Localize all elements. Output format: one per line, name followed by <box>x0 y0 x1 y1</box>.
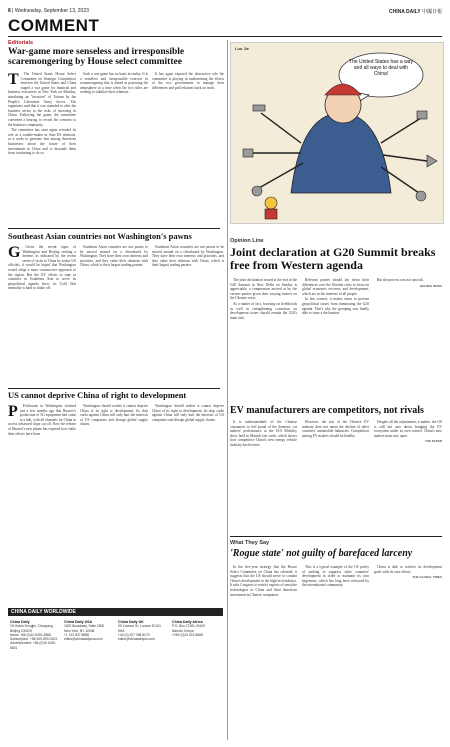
what-they-say-paragraph: China is able to achieve its development goals with its own efforts. <box>374 565 442 574</box>
editorials-kicker: Editorials <box>8 40 34 46</box>
masthead-rule <box>8 36 442 37</box>
info-block <box>64 620 114 641</box>
info-line: +254 (0)20 522 8688 <box>172 632 203 637</box>
us-cannot-body-col-1 <box>8 404 76 604</box>
info-block-title: China Daily UK <box>118 620 144 624</box>
info-line: 1500 Broadway, Suite 2800 <box>64 624 105 629</box>
paper-name-cn: 中國日報 <box>421 8 442 15</box>
ev-source: THE PAPER <box>425 439 442 444</box>
southeast-dropcap: G <box>8 245 21 261</box>
info-line: 15 Huixin Dongjie, Chaoyang, <box>10 624 54 629</box>
what-they-say-body-col-1 <box>230 565 297 740</box>
editorial-cartoon <box>230 42 444 224</box>
info-line: editor@chinadailyuk.com <box>118 637 155 642</box>
editorial-body-col-2 <box>80 72 148 224</box>
opinion-body-col-2 <box>302 278 369 398</box>
southeast-paragraph: Given the recent signs of Washington and Beijing seeking a detente, as indicated by the recent series of visits to China by senior US officials, it would be hoped that Washington would adopt a more constructive approach to the region. But the US' efforts to rope in countries in Southeast Asia to serve its geopolitical agenda show its Cold War mentality is hard to shake off. <box>8 245 76 291</box>
ev-paragraph: It is understandable of the Chinese consumers to feel proud of the domestic car makers' performance at the IAA Mobility show held in Munich last week, which shows how competitive China's new energy vehicle industry has become. <box>230 420 297 447</box>
info-block <box>118 620 168 641</box>
southeast-paragraph: Southeast Asian countries are not pawns to be moved around on a chessboard by Washington. They have their own interests and priorities, and they value their relations with China, which is their largest trading partner. <box>80 245 148 268</box>
info-line: 90 Cannon St, London EC4N 6HA <box>118 624 161 633</box>
editorial-dropcap: T <box>8 72 19 88</box>
ev-body-col-3 <box>374 420 442 532</box>
what-they-say-kicker: What They Say <box>230 540 270 546</box>
southeast-body-col-1 <box>8 245 76 385</box>
southeast-headline: Southeast Asian countries not Washington's pawns <box>8 231 192 241</box>
opinion-paragraph: As a matter of fact, focusing on livelihoods as well as strengthening consensus on development issues should remain the G20's main task. <box>230 301 297 320</box>
ev-paragraph: However, the rise of the Chinese EV industry does not mean the decline of other countries' automobile industries. Competition among EV makers should be healthy. <box>302 420 369 438</box>
us-cannot-paragraph: Washington should realize it cannot deprive China of its right to development. Its chip curbs against China will only hurt the interests of US companies and disrupt global supply chains. <box>152 404 224 422</box>
info-block <box>10 620 60 650</box>
info-line: News: +86 (0)10 6491-8366 <box>10 632 51 637</box>
editorial-paragraph: Such a war game has no basis in reality. It is a senseless and irresponsible exercise in scaremongering that is aimed at poisoning the atmosphere at a time when the two sides are seeking to stabilize their relations. <box>80 72 148 95</box>
info-line: editor@chinadailyusa.com <box>64 637 103 642</box>
folio-left <box>8 8 89 14</box>
cartoon-byline: Luo Jie <box>235 46 250 51</box>
editorial-paragraph: It has again exposed the destructive role the committee is playing in undermining the efforts of the two governments to manage their differences and pull relations back on track. <box>152 72 224 90</box>
opinion-paragraph: But the process was not smooth. <box>377 278 424 282</box>
info-block <box>172 620 222 637</box>
info-line: Subscription: +86 400-699-0203 <box>10 637 58 642</box>
folio-date: | Wednesday, September 13, 2023 <box>12 8 89 14</box>
opinion-body-col-3 <box>374 278 442 402</box>
section-divider <box>230 536 442 537</box>
editorial-paragraph: The United States House Select Committee on Strategic Competition between the United States and China staged a war game for financial and business executives in New York on Monday, simulating an "invasion" of Taiwan by the People's Liberation Army forces. The organizers said that it was intended to alert the business sector to the risks of investing in China. Following the game, the committee convened a hearing to reveal the scenario to the business community. <box>8 72 76 127</box>
ev-headline: EV manufacturers are competitors, not rivals <box>230 405 424 416</box>
us-cannot-paragraph: Washington should realize it cannot deprive China of its right to development. Its chip curbs against China will only hurt the interests of US companies and disrupt global supply chains. <box>80 404 148 427</box>
ev-paragraph: Despite all the adjustments it makes, the US is still not sure about bringing the EV ecosystem under its own control. China's auto makers must stay open. <box>374 420 442 438</box>
paper-name: CHINA DAILY <box>389 8 421 15</box>
info-line: +1 212 537 8888 <box>64 632 89 637</box>
southeast-body-col-3 <box>152 245 224 385</box>
info-line: Nairobi, Kenya <box>172 628 194 633</box>
editorial-paragraph: The committee has once again revealed its role as a trouble-maker in Sino-US relations, as it seeks to generate fear among American businesses about the future of their investments in China and to dissuade them from continuing to do so. <box>8 128 76 156</box>
what-they-say-headline: 'Rogue state' not guilty of barefaced larceny <box>230 548 413 559</box>
what-they-say-paragraph: This is a typical example of the US policy of seeking to suppress other countries' development in order to maintain its own hegemony, which has long been criticized by the international community. <box>302 565 369 588</box>
info-block-title: China Daily Africa <box>172 620 203 624</box>
info-line: +44 (0) 207 398 8270 <box>118 632 150 637</box>
folio-right <box>389 8 442 15</box>
southeast-body-col-2 <box>80 245 148 385</box>
opinion-paragraph: The joint declaration issued at the end of the G20 Summit in New Delhi on Sunday is appreciable, a compromise arrived at by the various parties given their varying stances on the Ukraine crisis. <box>230 278 297 301</box>
column-divider <box>227 40 228 740</box>
opinion-kicker: Opinion Line <box>230 238 264 244</box>
us-cannot-headline: US cannot deprive China of right to development <box>8 390 187 400</box>
ev-body-col-2 <box>302 420 369 532</box>
us-cannot-paragraph: Politicians in Washington claimed just a few months ago that Huawei's production of 5G equipment had come to a halt, with all channels for China to access advanced chips cut off. Now the release of Huawei's new phone has exposed how futile their efforts have been. <box>8 404 76 436</box>
ev-body-col-1 <box>230 420 297 532</box>
info-block-title: China Daily <box>10 620 30 624</box>
section-masthead: COMMENT <box>8 16 100 35</box>
us-cannot-body-col-3 <box>152 404 224 604</box>
what-they-say-body-col-3 <box>374 565 442 740</box>
folio <box>8 6 442 16</box>
info-block-title: China Daily USA <box>64 620 93 624</box>
info-line: Advertisement: +86 (0)10 6491-8631 <box>10 641 57 650</box>
what-they-say-paragraph: In the five-year strategy that the House Select Committee on China has released, it suggests that the US should strive to contain China's development in the high-tech industry. It asks Congress to restrict exports of sensitive technologies to China and limit American investment in Chinese companies. <box>230 565 297 597</box>
worldwide-info-header: CHINA DAILY WORLDWIDE <box>8 608 223 616</box>
what-they-say-source: THE GLOBAL TIMES <box>412 575 442 580</box>
editorial-headline: War-game more senseless and irresponsible scaremongering by House select committee <box>8 47 185 67</box>
section-divider <box>8 228 220 229</box>
info-line: New York, NY 10036 <box>64 628 95 633</box>
what-they-say-body-col-2 <box>302 565 369 740</box>
page-number: 8 <box>8 8 11 14</box>
editorial-body-col-3 <box>152 72 224 224</box>
cartoon-speech-text: The United States has a way and all ways to deal with China! <box>349 59 413 77</box>
opinion-body-col-1 <box>230 278 297 398</box>
opinion-paragraph: Relevant parties should lay down their differences over the Ukraine crisis to focus on global economic recovery and development, which are in the interests of all people. <box>302 278 369 296</box>
info-line: Beijing 100029 <box>10 628 32 633</box>
opinion-paragraph: In this context, it makes sense to prevent geopolitical issues from dominating the G20 agenda. That's why the grouping was finally able to issue a declaration. <box>302 297 369 316</box>
southeast-paragraph: Southeast Asian countries are not pawns to be moved around on a chessboard by Washington. They have their own interests and priorities, and they value their relations with China, which is their largest trading partner. <box>152 245 224 268</box>
us-cannot-body-col-2 <box>80 404 148 604</box>
section-divider <box>8 388 220 389</box>
opinion-headline: Joint declaration at G20 Summit breaks free from Western agenda <box>230 245 436 272</box>
opinion-source: BEIJING NEWS <box>420 283 442 288</box>
editorial-body-col-1 <box>8 72 76 224</box>
us-cannot-dropcap: P <box>8 404 18 420</box>
info-line: P.O. Box 27281-00100 <box>172 624 206 629</box>
